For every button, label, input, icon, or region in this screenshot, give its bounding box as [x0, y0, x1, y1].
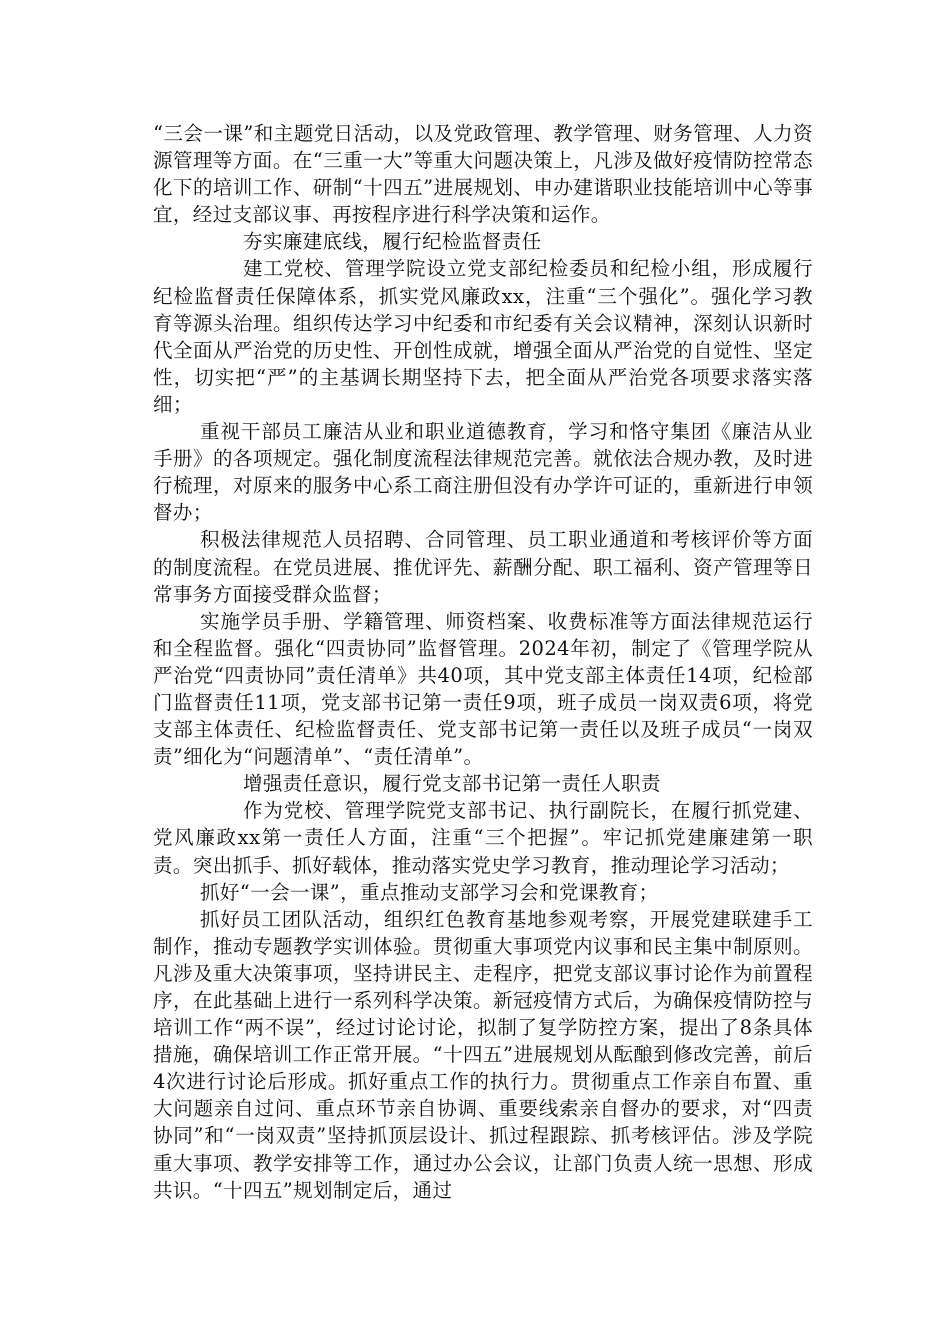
paragraph-hr-procedures: 积极法律规范人员招聘、合同管理、员工职业通道和考核评价等方面的制度流程。在党员进展、推优评先、薪酬分配、职工福利、资产管理等日常事务方面接受群众监督；: [153, 528, 813, 606]
paragraph-one-meeting-one-lesson: 抓好“一会一课”，重点推动支部学习会和党课教育；: [200, 880, 659, 904]
paragraph-party-secretary-duty: 作为党校、管理学院党支部书记、执行副院长，在履行抓党建、党风廉政xx第一责任人方面，注重“三个把握”。牢记抓党建廉建第一职责。突出抓手、抓好载体，推动落实党史学习教育，推动理论学习活动；: [153, 799, 813, 877]
section-heading-first-responsibility: 增强责任意识，履行党支部书记第一责任人职责: [243, 772, 661, 796]
section-heading-discipline-supervision: 夯实廉建底线，履行纪检监督责任: [243, 230, 542, 254]
paragraph-four-responsibilities: 实施学员手册、学籍管理、师资档案、收费标准等方面法律规范运行和全程监督。强化“四责协同”监督管理。2024年初，制定了《管理学院从严治党“四责协同”责任清单》共40项，其中党支部主体责任14项，纪检部门监督责任11项，党支部书记第一责任9项，班子成员一岗双责6项，将党支部主体责任、纪检监督责任、党支部书记第一责任以及班子成员“一岗双责”细化为“问题清单”、“责任清单”。: [153, 609, 813, 769]
paragraph-integrity-education: 重视干部员工廉洁从业和职业道德教育，学习和恪守集团《廉洁从业手册》的各项规定。强化制度流程法律规范完善。就依法合规办教，及时进行梳理，对原来的服务中心系工商注册但没有办学许可证的，重新进行申领督办；: [153, 420, 813, 525]
paragraph-decision-making: “三会一课”和主题党日活动，以及党政管理、教学管理、财务管理、人力资源管理等方面。在“三重一大”等重大问题决策上，凡涉及做好疫情防控常态化下的培训工作、研制“十四五”进展规划、申办建谐职业技能培训中心等事宜，经过支部议事、再按程序进行科学决策和运作。: [153, 122, 813, 227]
document-body: [153, 120, 813, 1204]
paragraph-team-activities: 抓好员工团队活动，组织红色教育基地参观考察，开展党建联建手工制作，推动专题教学实训体验。贯彻重大事项党内议事和民主集中制原则。凡涉及重大决策事项，坚持讲民主、走程序，把党支部议事讨论作为前置程序，在此基础上进行一系列科学决策。新冠疫情方式后，为确保疫情防控与培训工作“两不误”，经过讨论讨论，拟制了复学防控方案，提出了8条具体措施，确保培训工作正常开展。“十四五”进展规划从酝酿到修改完善，前后4次进行讨论后形成。抓好重点工作的执行力。贯彻重点工作亲自布置、重大问题亲自过问、重点环节亲自协调、重要线索亲自督办的要求，对“四责协同”和“一岗双责”坚持抓顶层设计、抓过程跟踪、抓考核评估。涉及学院重大事项、教学安排等工作，通过办公会议，让部门负责人统一思想、形成共识。“十四五”规划制定后，通过: [153, 907, 813, 1202]
paragraph-discipline-system: 建工党校、管理学院设立党支部纪检委员和纪检小组，形成履行纪检监督责任保障体系，抓实党风廉政xx，注重“三个强化”。强化学习教育等源头治理。组织传达学习中纪委和市纪委有关会议精神，深刻认识新时代全面从严治党的历史性、开创性成就，增强全面从严治党的自觉性、坚定性，切实把“严”的主基调长期坚持下去，把全面从严治党各项要求落实落细；: [153, 257, 813, 416]
